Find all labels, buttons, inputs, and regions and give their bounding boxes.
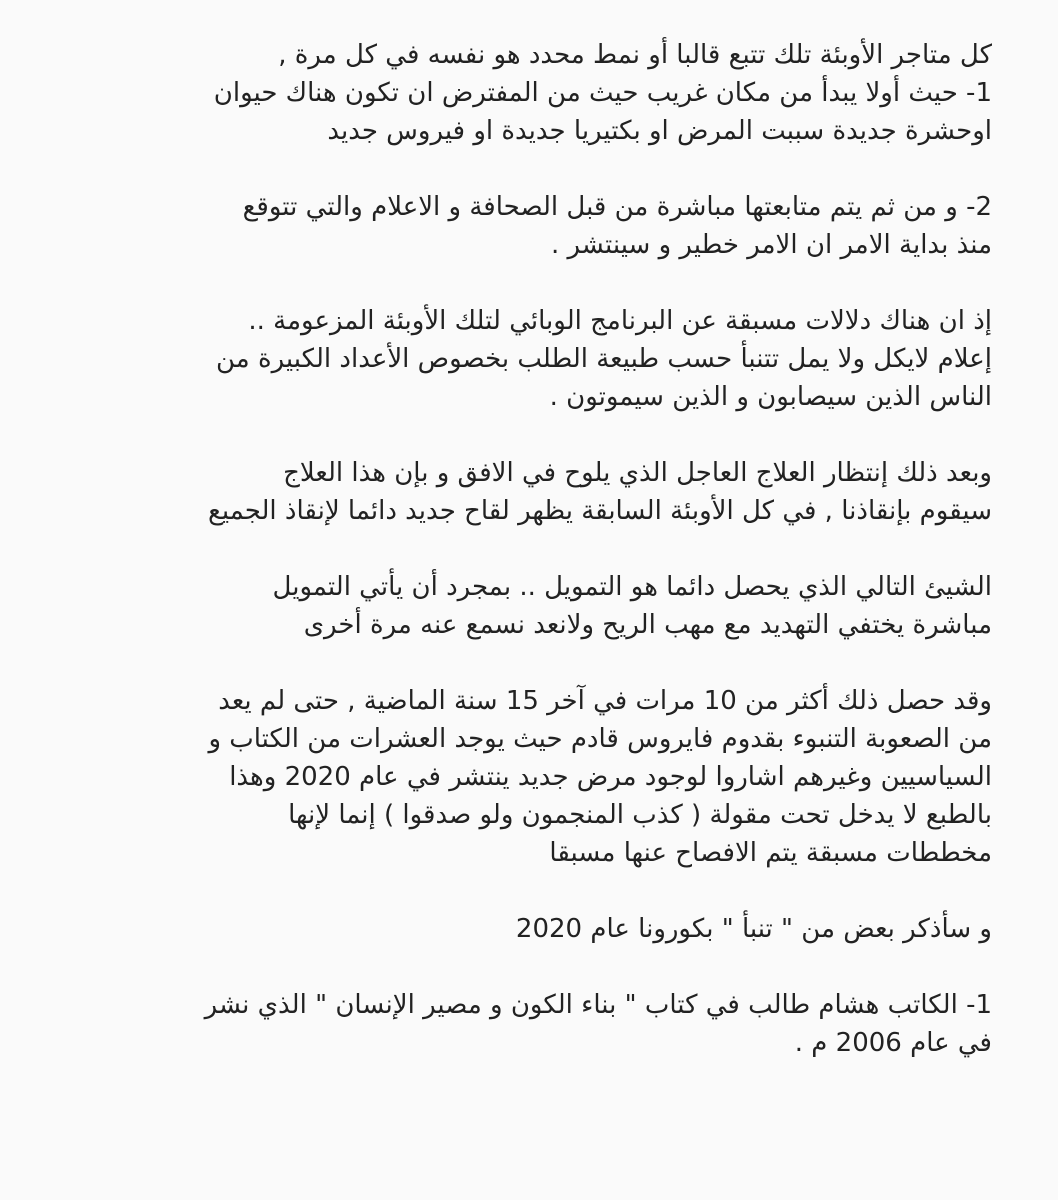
text-line: سيقوم بإنقاذنا , في كل الأوبئة السابقة يظهر لقاح جديد دائما لإنقاذ الجميع: [208, 496, 992, 526]
paragraph-2: [57, 188, 992, 264]
text-line: مباشرة يختفي التهديد مع مهب الريح ولانعد نسمع عنه مرة أخرى: [303, 610, 992, 640]
text-line: كل متاجر الأوبئة تلك تتبع قالبا أو نمط محدد هو نفسه في كل مرة ,: [278, 40, 992, 70]
text-line: 1- حيث أولا يبدأ من مكان غريب حيث من المفترض ان تكون هناك حيوان: [213, 78, 992, 108]
paragraph-3: [57, 302, 992, 416]
text-line: وقد حصل ذلك أكثر من 10 مرات في آخر 15 سنة الماضية , حتى لم يعد: [218, 686, 992, 716]
text-line: 2- و من ثم يتم متابعتها مباشرة من قبل الصحافة و الاعلام والتي تتوقع: [242, 192, 992, 222]
text-line: الشيئ التالي الذي يحصل دائما هو التمويل .. بمجرد أن يأتي التمويل: [272, 572, 992, 602]
text-line: منذ بداية الامر ان الامر خطير و سينتشر .: [550, 230, 992, 260]
text-line: بالطبع لا يدخل تحت مقولة ( كذب المنجمون ولو صدقوا ) إنما لإنها: [288, 800, 992, 830]
text-line: وبعد ذلك إنتظار العلاج العاجل الذي يلوح في الافق و بإن هذا العلاج: [283, 458, 992, 488]
paragraph-1: [57, 36, 992, 150]
paragraph-6: [57, 682, 992, 872]
text-line: الناس الذين سيصابون و الذين سيموتون .: [549, 382, 992, 412]
paragraph-7: [57, 910, 992, 948]
text-line: إعلام لايكل ولا يمل تتنبأ حسب طبيعة الطلب بخصوص الأعداد الكبيرة من: [215, 344, 992, 374]
paragraph-5: [57, 568, 992, 644]
text-line: 1- الكاتب هشام طالب في كتاب " بناء الكون و مصير الإنسان " الذي نشر: [204, 990, 992, 1020]
paragraph-8: [57, 986, 992, 1062]
paragraph-4: [57, 454, 992, 530]
text-line: مخططات مسبقة يتم الافصاح عنها مسبقا: [549, 838, 992, 868]
text-line: السياسيين وغيرهم اشاروا لوجود مرض جديد ينتشر في عام 2020 وهذا: [229, 762, 992, 792]
text-line: من الصعوبة التنبوء بقدوم فايروس قادم حيث يوجد العشرات من الكتاب و: [208, 724, 992, 754]
text-line: في عام 2006 م .: [794, 1028, 992, 1058]
document-body: [57, 36, 992, 1100]
text-line: و سأذكر بعض من " تنبأ " بكورونا عام 2020: [515, 914, 992, 944]
text-line: إذ ان هناك دلالات مسبقة عن البرنامج الوبائي لتلك الأوبئة المزعومة ..: [248, 306, 992, 336]
text-line: اوحشرة جديدة سببت المرض او بكتيريا جديدة او فيروس جديد: [327, 116, 992, 146]
